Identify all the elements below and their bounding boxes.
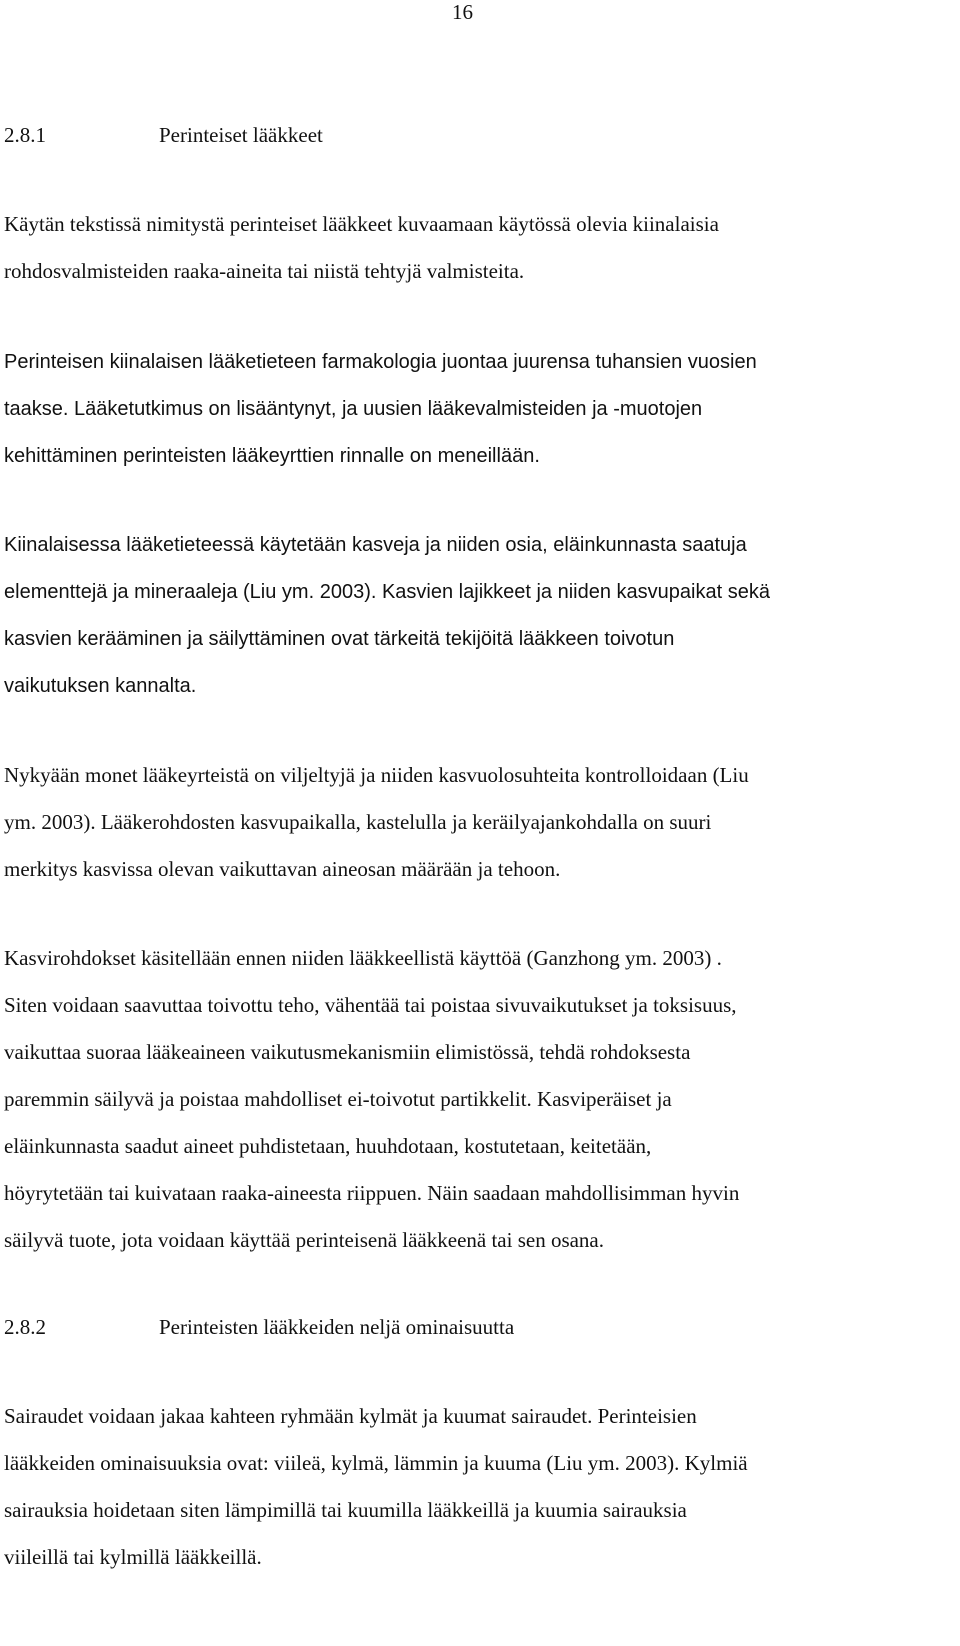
- paragraph-line: Perinteisen kiinalaisen lääketieteen farmakologia juontaa juurensa tuhansien vuosien: [4, 351, 757, 373]
- paragraph-5: [4, 935, 954, 1264]
- paragraph-line: paremmin säilyvä ja poistaa mahdolliset ei-toivotut partikkelit. Kasviperäiset ja: [4, 1087, 672, 1111]
- paragraph-line: Sairaudet voidaan jakaa kahteen ryhmään kylmät ja kuumat sairaudet. Perinteisien: [4, 1404, 697, 1428]
- paragraph-line: kehittäminen perinteisten lääkeyrttien rinnalle on meneillään.: [4, 445, 540, 467]
- paragraph-4: [4, 752, 954, 893]
- page-number: 16: [452, 0, 473, 24]
- paragraph-line: Käytän tekstissä nimitystä perinteiset lääkkeet kuvaamaan käytössä olevia kiinalaisia: [4, 212, 719, 236]
- section-title: Perinteiset lääkkeet: [159, 123, 323, 147]
- paragraph-line: vaikuttaa suoraa lääkeaineen vaikutusmekanismiin elimistössä, tehdä rohdoksesta: [4, 1040, 691, 1064]
- section-heading-2-8-1: [4, 121, 323, 149]
- paragraph-line: ym. 2003). Lääkerohdosten kasvupaikalla, kastelulla ja keräilyajankohdalla on suuri: [4, 810, 712, 834]
- section-number: 2.8.1: [4, 123, 46, 147]
- section-heading-2-8-2: [4, 1313, 514, 1341]
- section-number: 2.8.2: [4, 1315, 46, 1339]
- paragraph-line: viileillä tai kylmillä lääkkeillä.: [4, 1545, 262, 1569]
- paragraph-line: merkitys kasvissa olevan vaikuttavan aineosan määrään ja tehoon.: [4, 857, 561, 881]
- paragraph-line: kasvien kerääminen ja säilyttäminen ovat tärkeitä tekijöitä lääkkeen toivotun: [4, 628, 675, 650]
- paragraph-line: vaikutuksen kannalta.: [4, 675, 197, 697]
- paragraph-line: lääkkeiden ominaisuuksia ovat: viileä, kylmä, lämmin ja kuuma (Liu ym. 2003). Kylmiä: [4, 1451, 748, 1475]
- paragraph-line: eläinkunnasta saadut aineet puhdistetaan, huuhdotaan, kostutetaan, keitetään,: [4, 1134, 652, 1158]
- section-title: Perinteisten lääkkeiden neljä ominaisuutta: [159, 1315, 515, 1339]
- paragraph-line: höyrytetään tai kuivataan raaka-aineesta riippuen. Näin saadaan mahdollisimman hyvin: [4, 1181, 740, 1205]
- paragraph-6: [4, 1393, 954, 1581]
- paragraph-line: Siten voidaan saavuttaa toivottu teho, vähentää tai poistaa sivuvaikutukset ja toksisuus,: [4, 993, 737, 1017]
- paragraph-line: Nykyään monet lääkeyrteistä on viljeltyjä ja niiden kasvuolosuhteita kontrolloidaan (Liu: [4, 763, 749, 787]
- paragraph-line: taakse. Lääketutkimus on lisääntynyt, ja uusien lääkevalmisteiden ja -muotojen: [4, 398, 703, 420]
- paragraph-line: Kiinalaisessa lääketieteessä käytetään kasveja ja niiden osia, eläinkunnasta saatuja: [4, 534, 747, 556]
- paragraph-3: [4, 522, 954, 710]
- paragraph-line: rohdosvalmisteiden raaka-aineita tai niistä tehtyjä valmisteita.: [4, 259, 525, 283]
- paragraph-1: [4, 201, 954, 295]
- paragraph-2: [4, 339, 954, 480]
- paragraph-line: sairauksia hoidetaan siten lämpimillä tai kuumilla lääkkeillä ja kuumia sairauksia: [4, 1498, 687, 1522]
- paragraph-line: elementtejä ja mineraaleja (Liu ym. 2003). Kasvien lajikkeet ja niiden kasvupaikat sekä: [4, 581, 770, 603]
- paragraph-line: säilyvä tuote, jota voidaan käyttää perinteisenä lääkkeenä tai sen osana.: [4, 1228, 605, 1252]
- paragraph-line: Kasvirohdokset käsitellään ennen niiden lääkkeellistä käyttöä (Ganzhong ym. 2003) .: [4, 946, 722, 970]
